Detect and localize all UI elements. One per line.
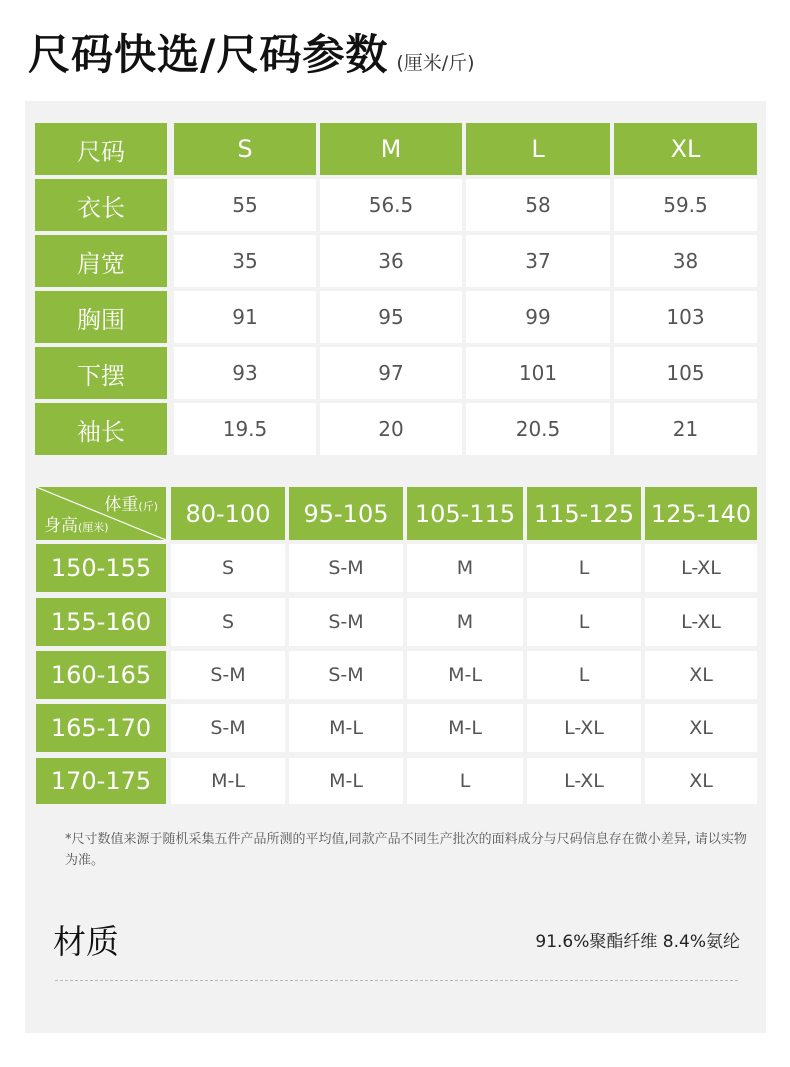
measurement-value: 101 (466, 347, 610, 399)
recommended-size: M-L (407, 704, 523, 752)
measurement-label: 胸围 (35, 291, 167, 343)
height-range-label: 170-175 (36, 758, 166, 804)
recommended-size: L (527, 598, 641, 646)
measurement-value: 20.5 (466, 403, 610, 455)
recommended-size: S (171, 544, 285, 592)
recommended-size: L-XL (645, 598, 757, 646)
recommended-size: S-M (171, 651, 285, 699)
measurement-value: 21 (614, 403, 757, 455)
measurement-value: 55 (174, 179, 316, 231)
size-header-m: M (320, 123, 462, 175)
weight-range-header: 115-125 (527, 487, 641, 540)
weight-range-header: 125-140 (645, 487, 757, 540)
measurement-value: 95 (320, 291, 462, 343)
measurement-value: 35 (174, 235, 316, 287)
measurement-value: 59.5 (614, 179, 757, 231)
recommended-size: XL (645, 758, 757, 804)
recommended-size: L-XL (527, 704, 641, 752)
measurement-value: 97 (320, 347, 462, 399)
measurement-value: 36 (320, 235, 462, 287)
measurement-value: 99 (466, 291, 610, 343)
recommended-size: L-XL (645, 544, 757, 592)
height-range-label: 165-170 (36, 704, 166, 752)
measurement-value: 19.5 (174, 403, 316, 455)
recommended-size: S-M (289, 598, 403, 646)
size-header-l: L (466, 123, 610, 175)
recommended-size: M-L (407, 651, 523, 699)
height-range-label: 160-165 (36, 651, 166, 699)
material-label: 材质 (53, 922, 119, 961)
recommended-size: S-M (289, 651, 403, 699)
height-range-label: 150-155 (36, 544, 166, 592)
recommended-size: L (527, 544, 641, 592)
measurement-value: 38 (614, 235, 757, 287)
recommended-size: M-L (171, 758, 285, 804)
height-axis-label: 身高(厘米) (44, 516, 109, 536)
measurement-value: 56.5 (320, 179, 462, 231)
measurement-label: 袖长 (35, 403, 167, 455)
recommended-size: S (171, 598, 285, 646)
measurement-value: 37 (466, 235, 610, 287)
measurement-value: 105 (614, 347, 757, 399)
measurement-note: *尺寸数值来源于随机采集五件产品所测的平均值,同款产品不同生产批次的面料成分与尺码信息存在微小差异, 请以实物为准。 (65, 832, 747, 868)
measurement-value: 93 (174, 347, 316, 399)
recommended-size: M (407, 544, 523, 592)
size-header-s: S (174, 123, 316, 175)
material-value: 91.6%聚酯纤维 8.4%氨纶 (535, 932, 740, 952)
recommended-size: M (407, 598, 523, 646)
measurement-value: 58 (466, 179, 610, 231)
size-header-xl: XL (614, 123, 757, 175)
weight-range-header: 95-105 (289, 487, 403, 540)
measurement-value: 103 (614, 291, 757, 343)
measurement-value: 20 (320, 403, 462, 455)
weight-axis-label: 体重(斤) (104, 495, 158, 515)
recommended-size: S-M (171, 704, 285, 752)
recommended-size: L (407, 758, 523, 804)
size-header-corner: 尺码 (35, 123, 167, 175)
recommended-size: L-XL (527, 758, 641, 804)
measurement-value: 91 (174, 291, 316, 343)
recommended-size: L (527, 651, 641, 699)
page-title: 尺码快选/尺码参数 (厘米/斤) (28, 30, 475, 79)
title-unit: (厘米/斤) (396, 52, 475, 74)
recommended-size: XL (645, 704, 757, 752)
height-range-label: 155-160 (36, 598, 166, 646)
dashed-divider (55, 980, 738, 981)
recommended-size: XL (645, 651, 757, 699)
measurement-label: 肩宽 (35, 235, 167, 287)
recommended-size: M-L (289, 758, 403, 804)
recommended-size: M-L (289, 704, 403, 752)
recommended-size: S-M (289, 544, 403, 592)
fit-header-corner (36, 487, 166, 540)
weight-range-header: 80-100 (171, 487, 285, 540)
measurement-label: 下摆 (35, 347, 167, 399)
weight-range-header: 105-115 (407, 487, 523, 540)
measurement-label: 衣长 (35, 179, 167, 231)
